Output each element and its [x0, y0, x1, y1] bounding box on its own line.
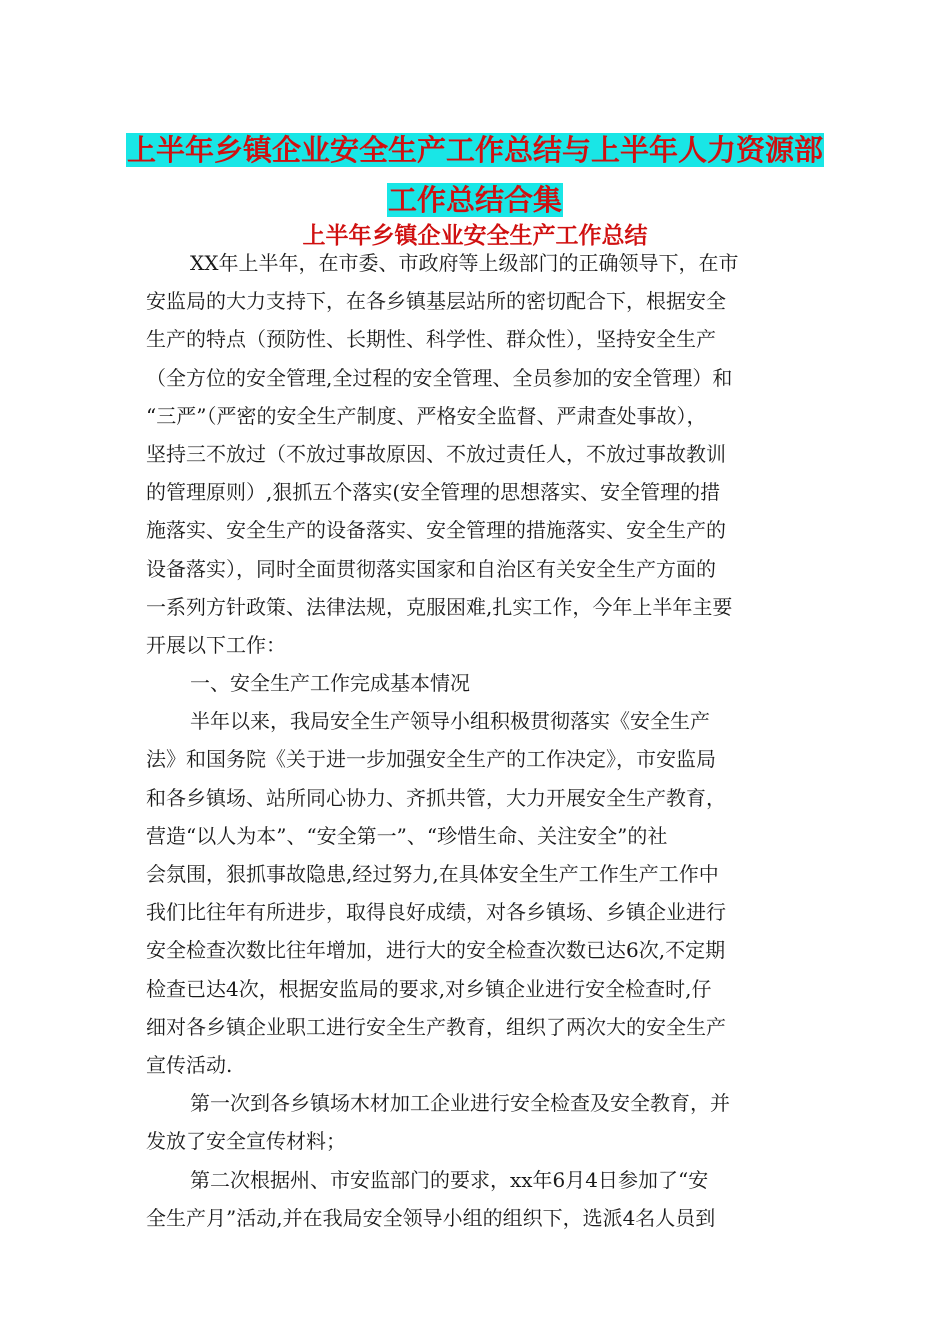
body-line: 宣传活动. — [146, 1052, 233, 1077]
body-line: 开展以下工作： — [146, 632, 286, 657]
body-line: 发放了安全宣传材料； — [146, 1129, 346, 1154]
body-line: 检查已达4次，根据安监局的要求,对乡镇企业进行安全检查时,仔 — [146, 976, 712, 1001]
document-body — [146, 244, 806, 1237]
body-line: 会氛围，狠抓事故隐患,经过努力,在具体安全生产工作生产工作中 — [146, 862, 719, 886]
body-line: 生产的特点（预防性、长期性、科学性、群众性），坚持安全生产 — [146, 327, 716, 352]
body-line: 施落实、安全生产的设备落实、安全管理的措施落实、安全生产的 — [146, 518, 726, 543]
document-main-title — [120, 128, 830, 222]
body-line: “三严”（严密的安全生产制度、严格安全监督、严肃查处事故）， — [146, 403, 707, 428]
main-title-line-2: 工作总结合集 — [387, 183, 562, 217]
body-line: XX年上半年，在市委、市政府等上级部门的正确领导下，在市 — [190, 251, 739, 275]
body-line: （全方位的安全管理,全过程的安全管理、全员参加的安全管理）和 — [146, 365, 733, 390]
document-subtitle: 上半年乡镇企业安全生产工作总结 — [302, 223, 648, 249]
body-line: 的管理原则）,狠抓五个落实(安全管理的思想落实、安全管理的措 — [146, 480, 721, 505]
body-line: 细对各乡镇企业职工进行安全生产教育，组织了两次大的安全生产 — [146, 1014, 726, 1039]
body-line: 设备落实），同时全面贯彻落实国家和自治区有关安全生产方面的 — [146, 556, 716, 581]
body-line: 营造“以人为本”、“安全第一”、“珍惜生命、关注安全”的社 — [146, 823, 668, 848]
body-line: 第一次到各乡镇场木材加工企业进行安全检查及安全教育，并 — [190, 1091, 730, 1116]
body-line: 第二次根据州、市安监部门的要求，xx年6月4日参加了“安 — [190, 1167, 709, 1192]
body-line: 坚持三不放过（不放过事故原因、不放过责任人，不放过事故教训 — [146, 441, 726, 466]
body-line: 全生产月”活动,并在我局安全领导小组的组织下，选派4名人员到 — [146, 1205, 716, 1230]
body-line: 法》和国务院《关于进一步加强安全生产的工作决定》，市安监局 — [146, 747, 716, 772]
body-line: 和各乡镇场、站所同心协力、齐抓共管，大力开展安全生产教育， — [146, 785, 726, 810]
body-line: 安监局的大力支持下，在各乡镇基层站所的密切配合下，根据安全 — [146, 289, 726, 314]
body-line: 安全检查次数比往年增加，进行大的安全检查次数已达6次,不定期 — [146, 938, 726, 963]
body-line: 我们比往年有所进步，取得良好成绩，对各乡镇场、乡镇企业进行 — [146, 900, 726, 925]
section-heading: 一、安全生产工作完成基本情况 — [190, 671, 470, 696]
body-line: 半年以来，我局安全生产领导小组积极贯彻落实《安全生产 — [190, 709, 710, 734]
body-line: 一系列方针政策、法律法规，克服困难,扎实工作，今年上半年主要 — [146, 594, 733, 619]
main-title-line-1: 上半年乡镇企业安全生产工作总结与上半年人力资源部 — [126, 133, 823, 167]
